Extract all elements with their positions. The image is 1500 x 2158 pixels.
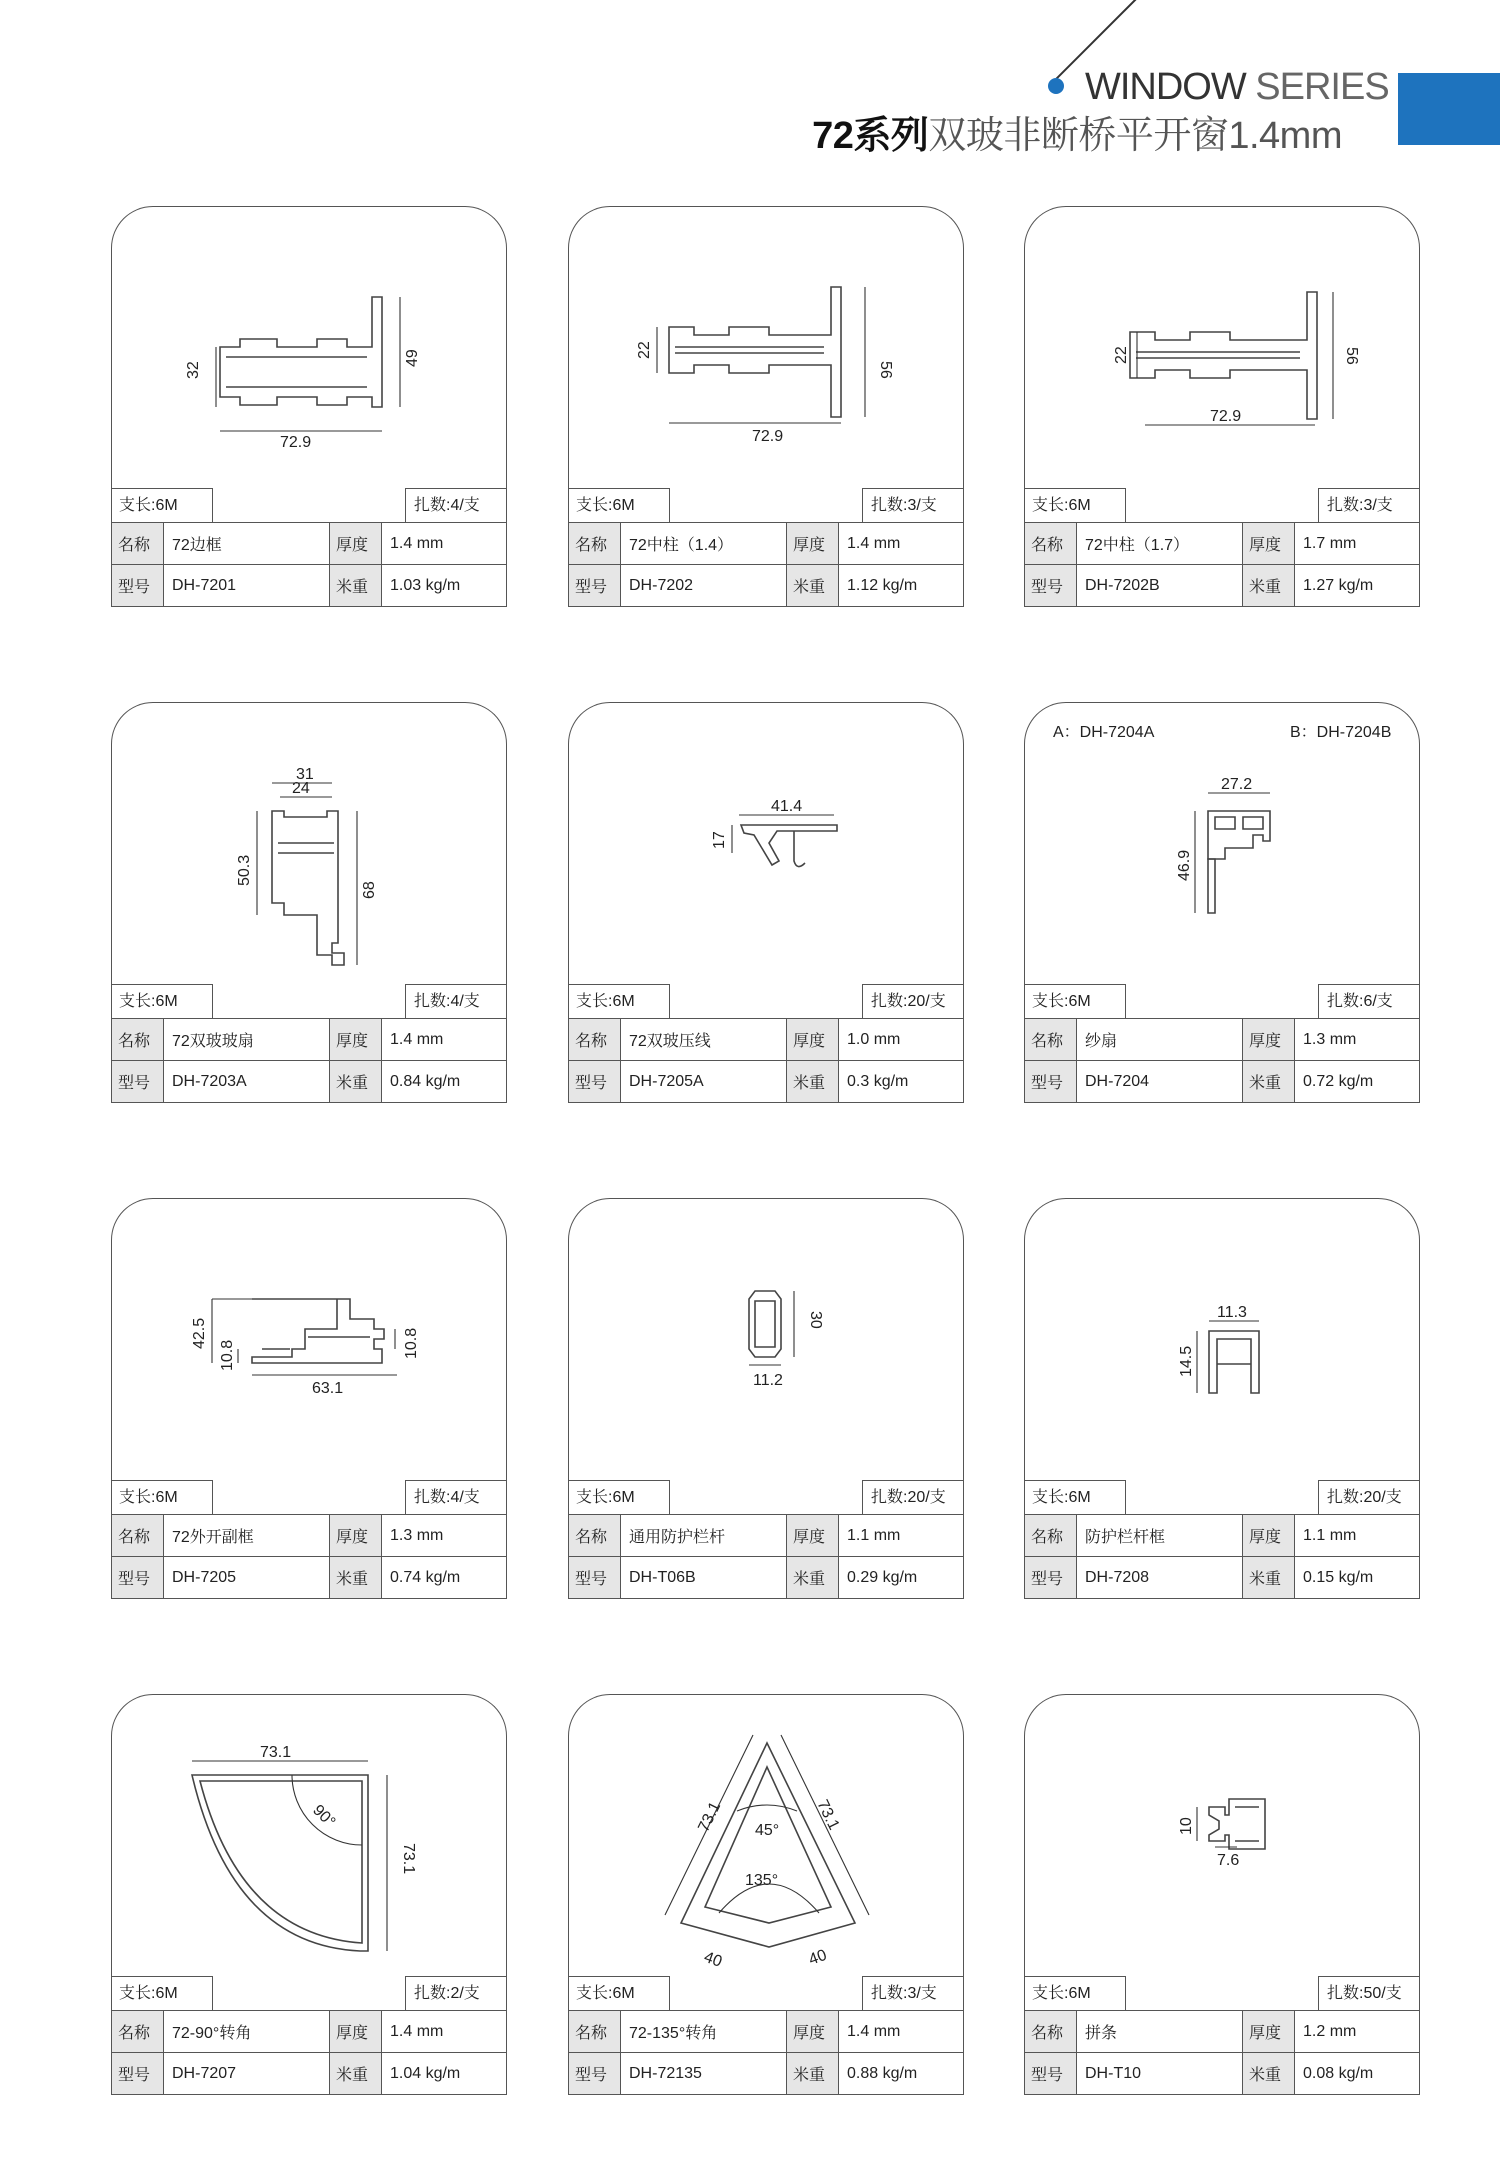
svg-text:135°: 135° xyxy=(745,1872,779,1889)
profile-card-7202b xyxy=(1024,206,1420,606)
length-cell: 支长:6M xyxy=(568,1480,670,1514)
profile-drawing xyxy=(1024,206,1420,522)
length-cell: 支长:6M xyxy=(568,1976,670,2010)
svg-text:30: 30 xyxy=(807,1311,824,1329)
svg-text:73.1: 73.1 xyxy=(813,1797,843,1833)
svg-text:73.1: 73.1 xyxy=(695,1799,725,1835)
length-cell: 支长:6M xyxy=(1024,1480,1126,1514)
svg-text:32: 32 xyxy=(185,361,202,379)
svg-text:24: 24 xyxy=(292,780,310,797)
profile-drawing xyxy=(111,1198,507,1514)
pack-cell: 扎数:3/支 xyxy=(862,488,964,522)
blue-corner-tab xyxy=(1398,73,1500,145)
pack-cell: 扎数:4/支 xyxy=(405,984,507,1018)
profile-card-t06b xyxy=(568,1198,964,1598)
length-cell: 支长:6M xyxy=(1024,1976,1126,2010)
svg-text:31: 31 xyxy=(296,766,314,783)
profile-card-7207 xyxy=(111,1694,507,2094)
svg-text:41.4: 41.4 xyxy=(771,798,803,815)
svg-text:10.8: 10.8 xyxy=(403,1327,420,1359)
profile-drawing xyxy=(111,702,507,1018)
profile-card-7208 xyxy=(1024,1198,1420,1598)
length-cell: 支长:6M xyxy=(111,984,213,1018)
svg-text:73.1: 73.1 xyxy=(260,1744,292,1761)
svg-text:40: 40 xyxy=(701,1948,725,1971)
svg-text:7.6: 7.6 xyxy=(1217,1852,1240,1869)
svg-text:11.3: 11.3 xyxy=(1217,1304,1247,1321)
spec-table: 名称 72-135°转角 厚度 1.4 mm 型号 DH-72135 米重 0.88 kg/m xyxy=(568,2010,964,2095)
svg-text:11.2: 11.2 xyxy=(753,1372,783,1389)
svg-text:22: 22 xyxy=(636,341,653,359)
svg-text:50.3: 50.3 xyxy=(236,854,253,886)
length-cell: 支长:6M xyxy=(568,488,670,522)
svg-text:27.2: 27.2 xyxy=(1221,776,1253,793)
svg-text:56: 56 xyxy=(1343,347,1360,365)
svg-text:B：DH-7204B: B：DH-7204B xyxy=(1290,724,1392,741)
profile-drawing xyxy=(1024,1198,1420,1514)
svg-text:73.1: 73.1 xyxy=(400,1843,417,1875)
pack-cell: 扎数:20/支 xyxy=(862,984,964,1018)
spec-table: 名称 72中柱（1.4） 厚度 1.4 mm 型号 DH-7202 米重 1.12 kg/m xyxy=(568,522,964,607)
profile-drawing xyxy=(111,1694,507,2010)
profile-card-72135 xyxy=(568,1694,964,2094)
profile-drawing xyxy=(1024,1694,1420,2010)
svg-text:72.9: 72.9 xyxy=(280,434,312,451)
pack-cell: 扎数:50/支 xyxy=(1318,1976,1420,2010)
svg-text:56: 56 xyxy=(877,361,894,379)
spec-table: 名称 72边框 厚度 1.4 mm 型号 DH-7201 米重 1.03 kg/m xyxy=(111,522,507,607)
pack-cell: 扎数:3/支 xyxy=(862,1976,964,2010)
svg-text:45°: 45° xyxy=(755,1822,780,1839)
profile-card-7203a xyxy=(111,702,507,1102)
profile-drawing xyxy=(568,702,964,1018)
svg-text:49: 49 xyxy=(404,349,421,367)
svg-text:90°: 90° xyxy=(309,1801,339,1831)
profile-drawing xyxy=(568,1694,964,2010)
length-cell: 支长:6M xyxy=(568,984,670,1018)
profile-drawing xyxy=(568,206,964,522)
profile-drawing xyxy=(568,1198,964,1514)
spec-table: 名称 通用防护栏杆 厚度 1.1 mm 型号 DH-T06B 米重 0.29 kg/m xyxy=(568,1514,964,1599)
svg-text:22: 22 xyxy=(1113,346,1130,364)
spec-table: 名称 防护栏杆框 厚度 1.1 mm 型号 DH-7208 米重 0.15 kg/m xyxy=(1024,1514,1420,1599)
length-cell: 支长:6M xyxy=(111,488,213,522)
spec-table: 名称 72双玻玻扇 厚度 1.4 mm 型号 DH-7203A 米重 0.84 kg/m xyxy=(111,1018,507,1103)
profile-card-7202 xyxy=(568,206,964,606)
spec-table: 名称 72双玻压线 厚度 1.0 mm 型号 DH-7205A 米重 0.3 kg/m xyxy=(568,1018,964,1103)
spec-table: 名称 72外开副框 厚度 1.3 mm 型号 DH-7205 米重 0.74 kg/m xyxy=(111,1514,507,1599)
series-label: WINDOW SERIES xyxy=(1085,66,1389,108)
svg-text:17: 17 xyxy=(711,831,728,849)
svg-text:A：DH-7204A: A：DH-7204A xyxy=(1053,724,1155,741)
length-cell: 支长:6M xyxy=(1024,984,1126,1018)
spec-table: 名称 72中柱（1.7） 厚度 1.7 mm 型号 DH-7202B 米重 1.27 kg/m xyxy=(1024,522,1420,607)
length-cell: 支长:6M xyxy=(111,1480,213,1514)
profile-card-7201 xyxy=(111,206,507,606)
svg-text:10.8: 10.8 xyxy=(219,1339,236,1371)
length-cell: 支长:6M xyxy=(111,1976,213,2010)
pack-cell: 扎数:4/支 xyxy=(405,488,507,522)
profile-card-7205a xyxy=(568,702,964,1102)
pack-cell: 扎数:3/支 xyxy=(1318,488,1420,522)
spec-table: 名称 纱扇 厚度 1.3 mm 型号 DH-7204 米重 0.72 kg/m xyxy=(1024,1018,1420,1103)
header-dot-icon xyxy=(1048,78,1064,94)
profile-drawing xyxy=(1024,702,1420,1018)
profile-card-7204 xyxy=(1024,702,1420,1102)
pack-cell: 扎数:20/支 xyxy=(862,1480,964,1514)
svg-text:72.9: 72.9 xyxy=(1210,408,1242,425)
svg-text:14.5: 14.5 xyxy=(1178,1345,1195,1377)
pack-cell: 扎数:4/支 xyxy=(405,1480,507,1514)
spec-table: 名称 72-90°转角 厚度 1.4 mm 型号 DH-7207 米重 1.04 kg/m xyxy=(111,2010,507,2095)
svg-text:63.1: 63.1 xyxy=(312,1380,344,1397)
pack-cell: 扎数:6/支 xyxy=(1318,984,1420,1018)
profile-card-7205 xyxy=(111,1198,507,1598)
svg-text:68: 68 xyxy=(361,881,378,899)
spec-table: 名称 拼条 厚度 1.2 mm 型号 DH-T10 米重 0.08 kg/m xyxy=(1024,2010,1420,2095)
svg-text:46.9: 46.9 xyxy=(1176,849,1193,881)
profile-drawing xyxy=(111,206,507,522)
page-title: 72系列双玻非断桥平开窗1.4mm xyxy=(812,115,1342,157)
svg-text:72.9: 72.9 xyxy=(752,428,784,445)
length-cell: 支长:6M xyxy=(1024,488,1126,522)
pack-cell: 扎数:2/支 xyxy=(405,1976,507,2010)
svg-text:40: 40 xyxy=(806,1946,830,1969)
svg-text:42.5: 42.5 xyxy=(191,1317,208,1349)
profile-card-t10 xyxy=(1024,1694,1420,2094)
svg-text:10: 10 xyxy=(1178,1817,1195,1835)
pack-cell: 扎数:20/支 xyxy=(1318,1480,1420,1514)
